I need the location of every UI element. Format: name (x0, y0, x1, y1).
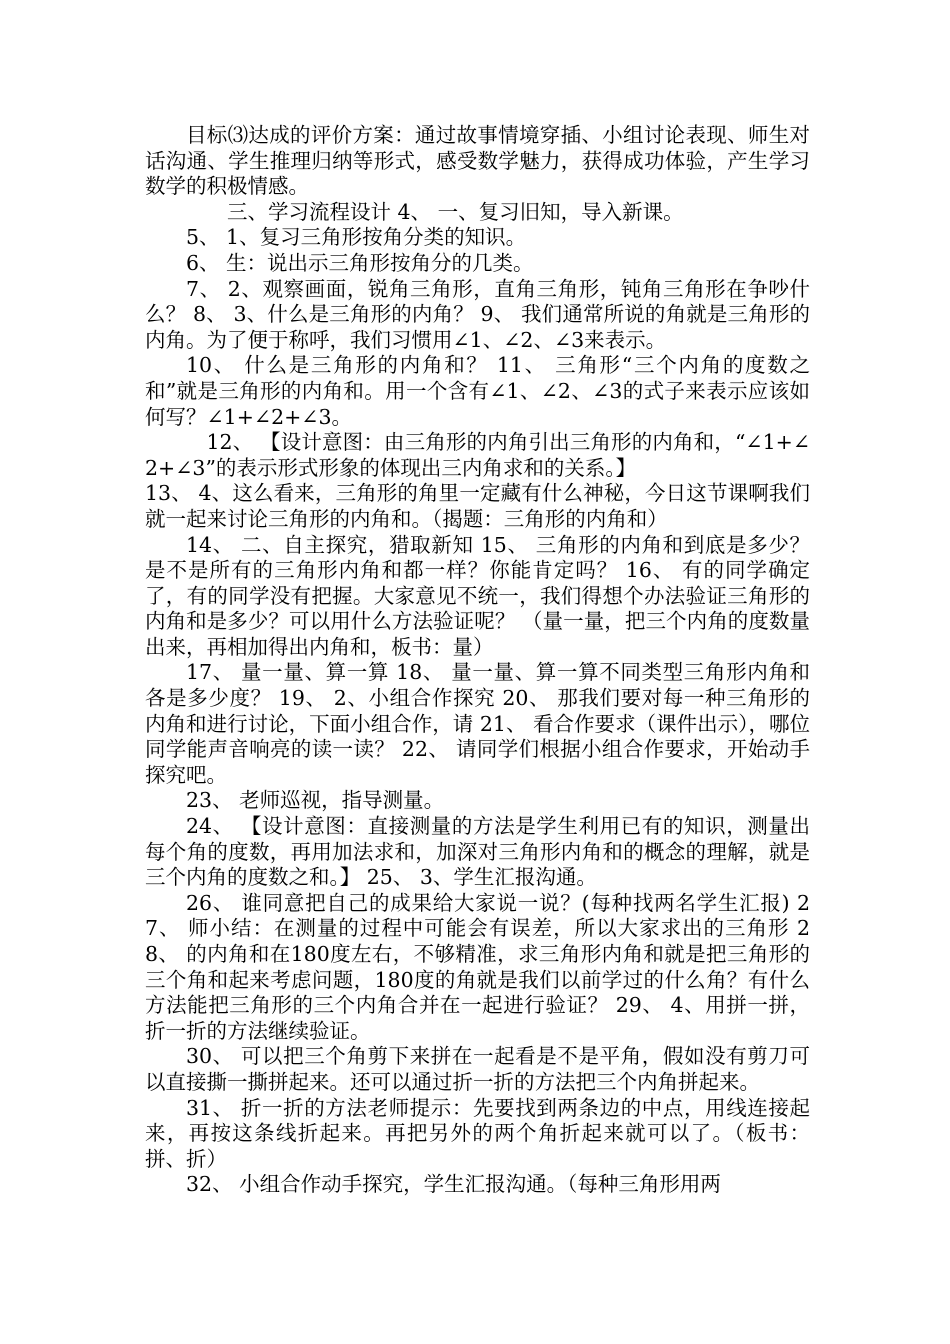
paragraph-5: 5、 1、复习三角形按角分类的知识。 (186, 225, 527, 250)
paragraph-7: 7、 2、观察画面，锐角三角形，直角三角形，钝角三角形在争吵什么？ 8、 3、什么是三角形的内角？ 9、 我们通常所说的角就是三角形的内角。为了便于称呼，我们习惯用∠1、∠2、∠3来表示。 (145, 276, 810, 352)
paragraph-26: 26、 谁同意把自己的成果给大家说一说？(每种找两名学生汇报) 27、 师小结：在测量的过程中可能会有误差，所以大家求出的三角形 28、 的内角和在180度左右，不够精准，求三角形内角和就是把三角形的三个角和起来考虑问题，180度的角就是我们以前学过的什么角？有什么方法能把三角形的三个内角合并在一起进行验证？ 29、 4、用拼一拼，折一折的方法继续验证。 (145, 890, 810, 1043)
paragraph-section-3: 三、学习流程设计 4、 一、复习旧知，导入新课。 (227, 199, 684, 224)
paragraph-30: 30、 可以把三个角剪下来拼在一起看是不是平角，假如没有剪刀可以直接撕一撕拼起来。还可以通过折一折的方法把三个内角拼起来。 (145, 1044, 810, 1094)
paragraph-23: 23、 老师巡视，指导测量。 (186, 788, 445, 813)
paragraph-13: 13、 4、这么看来，三角形的角里一定藏有什么神秘，今日这节课啊我们就一起来讨论三角形的内角和。（揭题：三角形的内角和） (145, 481, 810, 531)
paragraph-14: 14、 二、自主探究，猎取新知 15、 三角形的内角和到底是多少？是不是所有的三角形内角和都一样？你能肯定吗？ 16、 有的同学确定了，有的同学没有把握。大家意见不统一，我们得想个办法验证三角形的内角和是多少？可以用什么方法验证呢？ （量一量，把三个内角的度数量出来，再相加得出内角和，板书：量） (145, 532, 810, 659)
paragraph-goal-3: 目标⑶达成的评价方案：通过故事情境穿插、小组讨论表现、师生对话沟通、学生推理归纳等形式，感受数学魅力，获得成功体验，产生学习数学的积极情感。 (145, 123, 810, 199)
paragraph-24: 24、 【设计意图：直接测量的方法是学生利用已有的知识，测量出每个角的度数，再用加法求和，加深对三角形内角和的概念的理解，就是三个内角的度数之和。】 25、 3、学生汇报沟通。 (145, 814, 810, 890)
paragraph-17: 17、 量一量、算一算 18、 量一量、算一算不同类型三角形内角和各是多少度？ 19、 2、小组合作探究 20、 那我们要对每一种三角形的内角和进行讨论，下面小组合作，请 21、 看合作要求（课件出示），哪位同学能声音响亮的读一读？ 22、 请同学们根据小组合作要求，开始动手探究吧。 (145, 660, 810, 787)
paragraph-31: 31、 折一折的方法老师提示：先要找到两条边的中点，用线连接起来，再按这条线折起来。再把另外的两个角折起来就可以了。（板书：拼、折） (145, 1095, 810, 1171)
document-body (145, 123, 810, 1198)
paragraph-32: 32、 小组合作动手探究，学生汇报沟通。（每种三角形用两 (186, 1172, 721, 1197)
paragraph-10: 10、 什么是三角形的内角和？ 11、 三角形“三个内角的度数之和”就是三角形的内角和。用一个含有∠1、∠2、∠3的式子来表示应该如何写？∠1+∠2+∠3。 (145, 353, 810, 429)
paragraph-6: 6、 生：说出示三角形按角分的几类。 (186, 250, 534, 275)
paragraph-12: 12、 【设计意图：由三角形的内角引出三角形的内角和，“∠1+∠2+∠3”的表示形式形象的体现出三内角求和的关系。】 (145, 430, 810, 480)
